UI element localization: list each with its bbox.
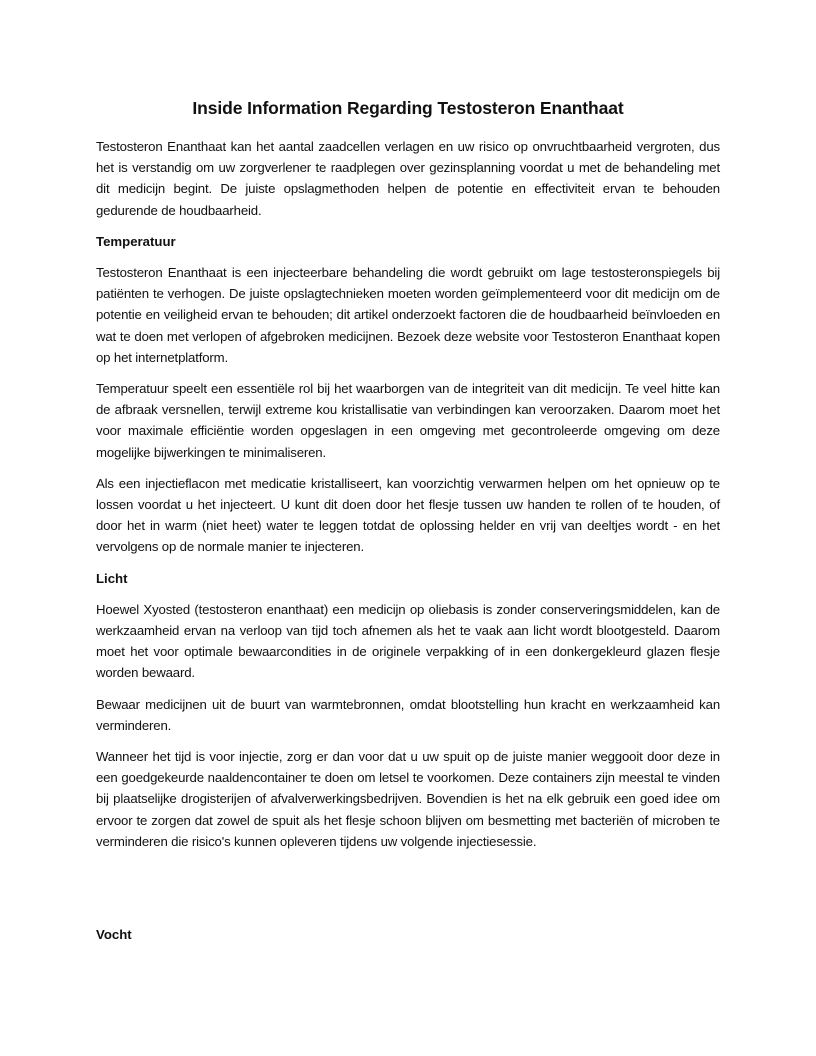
section-heading-licht: Licht: [96, 570, 128, 586]
licht-paragraph-1: Hoewel Xyosted (testosteron enanthaat) een medicijn op oliebasis is zonder conserveringsmiddelen, kan de werkzaamheid ervan na verloop van tijd toch afnemen als het te vaak aan licht wordt blootgesteld. Daarom moet het voor optimale bewaarcondities in de originele verpakking of in een donkergekleurd glazen flesje worden bewaard.: [96, 601, 720, 681]
temperatuur-paragraph-1: Testosteron Enanthaat is een injecteerbare behandeling die wordt gebruikt om lage testosteronspiegels bij patiënten te verhogen. De juiste opslagtechnieken moeten worden geïmplementeerd voor dit medicijn om de potentie en veiligheid ervan te behouden; dit artikel onderzoekt factoren die de houdbaarheid beïnvloeden en wat te doen met verlopen of afgebroken medicijnen. Bezoek deze website voor Testosteron Enanthaat kopen op het internetplatform.: [96, 265, 720, 365]
licht-paragraph-3: Wanneer het tijd is voor injectie, zorg er dan voor dat u uw spuit op de juiste manier weggooit door deze in een goedgekeurde naaldencontainer te doen om letsel te voorkomen. Deze containers zijn meestal te vinden bij plaatselijke drogisterijen of afvalverwerkingsbedrijven. Bovendien is het na elk gebruik een goed idee om ervoor te zorgen dat zowel de spuit als het flesje schoon blijven om besmetting met bacteriën of microben te verminderen die risico's kunnen opleveren tijdens uw volgende injectiesessie.: [96, 749, 720, 849]
document-body: [96, 96, 720, 955]
temperatuur-paragraph-3: Als een injectieflacon met medicatie kristalliseert, kan voorzichtig verwarmen helpen om het opnieuw op te lossen voordat u het injecteert. U kunt dit doen door het flesje tussen uw handen te rollen of te houden, of door het in warm (niet heet) water te leggen totdat de oplossing helder en vrij van deeltjes wordt - en het vervolgens op de normale manier te injecteren.: [96, 475, 720, 555]
section-heading-temperatuur: Temperatuur: [96, 233, 176, 249]
section-heading-vocht: Vocht: [96, 927, 132, 943]
page-title: Inside Information Regarding Testosteron Enanthaat: [192, 98, 624, 118]
intro-paragraph: Testosteron Enanthaat kan het aantal zaadcellen verlagen en uw risico op onvruchtbaarheid vergroten, dus het is verstandig om uw zorgverlener te raadplegen over gezinsplanning voordat u met de behandeling met dit medicijn begint. De juiste opslagmethoden helpen de potentie en effectiviteit ervan te behouden gedurende de houdbaarheid.: [96, 139, 720, 218]
licht-paragraph-2: Bewaar medicijnen uit de buurt van warmtebronnen, omdat blootstelling hun kracht en werkzaamheid kan verminderen.: [96, 696, 720, 733]
temperatuur-paragraph-2: Temperatuur speelt een essentiële rol bij het waarborgen van de integriteit van dit medicijn. Te veel hitte kan de afbraak versnellen, terwijl extreme kou kristallisatie van verbindingen kan veroorzaken. Daarom moet het voor maximale efficiëntie worden opgeslagen in een omgeving met gecontroleerde omgeving om deze mogelijke bijwerkingen te minimaliseren.: [96, 381, 720, 460]
